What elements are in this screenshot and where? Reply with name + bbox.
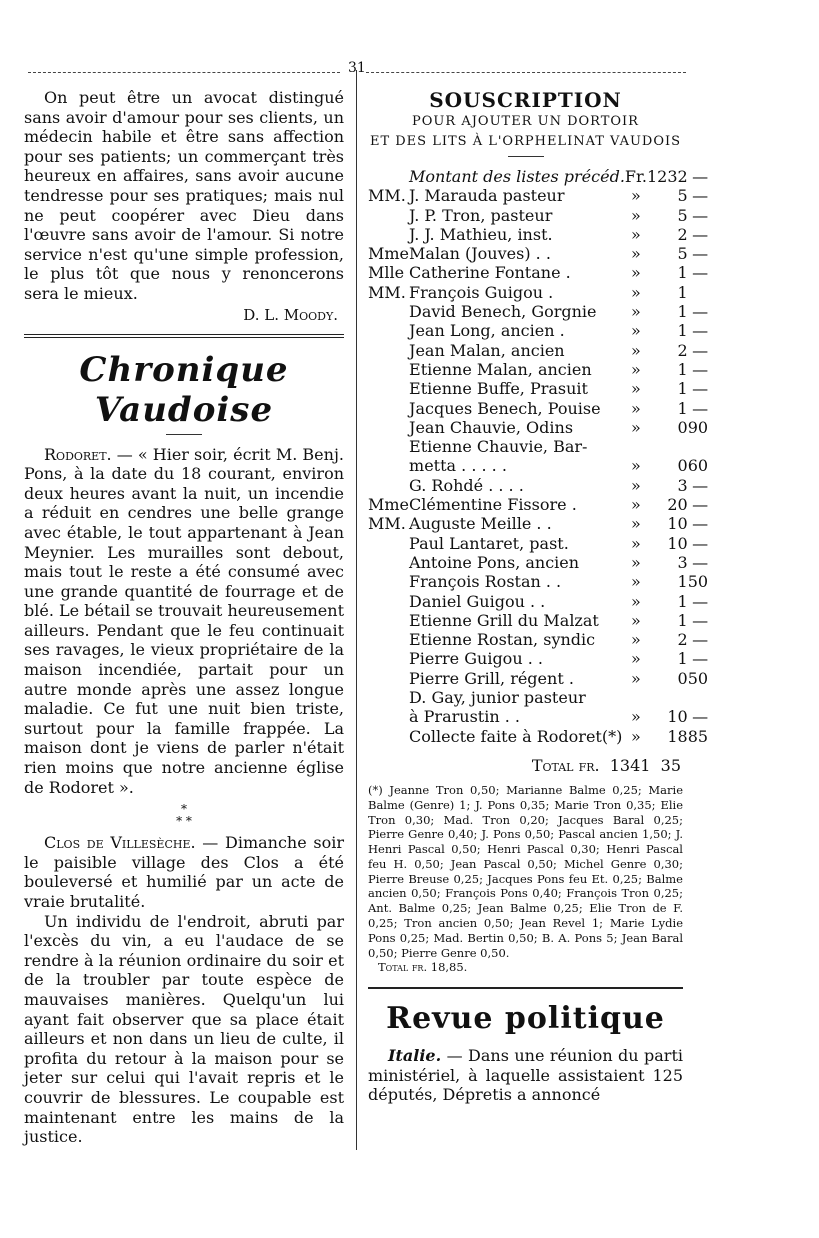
entry-quote: » — [631, 379, 641, 399]
subscription-row — [368, 302, 708, 321]
entry-prefix — [368, 611, 409, 630]
entry-name: François Rostan . . — [409, 572, 562, 592]
subscription-row — [368, 572, 708, 591]
entry-francs: 0 — [677, 417, 688, 437]
subscription-row — [368, 456, 708, 475]
entry-francs: 20 — [667, 495, 688, 515]
revue-politique-heading: Revue politique — [386, 1001, 665, 1037]
entry-prefix — [368, 534, 409, 553]
entry-centimes: — — [692, 321, 709, 341]
entry-name: Antoine Pons, ancien — [409, 552, 580, 572]
entry-name: Etienne Buffe, Prasuit — [409, 379, 588, 399]
entry-name: Catherine Fontane . — [409, 263, 571, 283]
entry-centimes: 85 — [687, 726, 709, 746]
rodoret-text: — « Hier soir, écrit M. Benj. Pons, à la date du 18 courant, environ deux heures avant la nuit, un incendie a réduit en cendres une belle grange avec étable, le tout appartenant à Jean Meynier. Les murailles sont debout, mais tout le reste a été consumé avec une grande quantité de fourrage et de blé. Le bétail se trouvait heureusement ailleurs. Pendant que le feu continuait ses ravages, le vieux propriétaire de la maison incendiée, partait pour un autre monde après une assez longue maladie. Ce fut une nuit bien triste, surtout pour la famille frappée. La maison dont je viens de parler n'était rien moins que notre ancienne église de Rodoret ». — [24, 444, 344, 797]
subscription-row — [368, 611, 708, 630]
entry-quote: » — [631, 591, 641, 611]
entry-prefix: MM. — [368, 282, 406, 302]
entry-quote: » — [631, 321, 641, 341]
entry-prefix — [368, 341, 409, 360]
subscription-row — [368, 649, 708, 668]
italie-paragraph — [368, 1046, 683, 1105]
entry-francs: 3 — [677, 475, 688, 495]
entry-quote: » — [631, 302, 641, 322]
entry-prefix: MM. — [368, 514, 406, 534]
entry-centimes: — — [692, 224, 709, 244]
entry-centimes: — — [692, 359, 709, 379]
entry-prefix: Mme — [368, 244, 410, 264]
subscription-row — [368, 167, 708, 186]
entry-name: François Guigou . — [409, 282, 554, 302]
entry-name: Jean Chauvie, Odins — [409, 417, 574, 437]
entry-prefix — [368, 669, 409, 688]
subscription-row — [368, 727, 708, 746]
entry-name: metta . . . . . — [409, 456, 507, 476]
entry-quote: » — [631, 244, 641, 264]
entry-quote: » — [631, 340, 641, 360]
heading-dash — [166, 434, 202, 435]
entry-quote: » — [631, 359, 641, 379]
entry-quote: » — [631, 205, 641, 225]
subscription-row — [368, 630, 708, 649]
souscription-subtitle-2: ET DES LITS À L'ORPHELINAT VAUDOIS — [369, 134, 682, 149]
header-rule-right — [366, 72, 686, 73]
total-francs: 1341 — [609, 755, 651, 775]
entry-francs — [647, 688, 688, 707]
entry-francs: 1 — [677, 263, 688, 283]
footnote-total: Total fr. 18,85. — [378, 960, 468, 975]
entry-francs: 5 — [677, 244, 688, 264]
entry-centimes: — — [692, 398, 709, 418]
entry-centimes: — — [692, 514, 709, 534]
entry-centimes: — — [692, 167, 709, 186]
entry-name: J. J. Mathieu, inst. — [409, 224, 553, 244]
entry-name: Jacques Benech, Pouise — [409, 398, 601, 418]
subscription-row — [368, 186, 708, 205]
entry-centimes: — — [692, 205, 709, 225]
entry-francs: 2 — [677, 630, 688, 650]
entry-name: Montant des listes précéd. — [409, 167, 625, 186]
entry-prefix — [368, 360, 409, 379]
entry-centimes — [688, 688, 708, 707]
entry-centimes: — — [692, 552, 709, 572]
subscription-row — [368, 707, 708, 726]
entry-name: D. Gay, junior pasteur — [409, 688, 586, 708]
subscription-row — [368, 495, 708, 514]
entry-name: à Prarustin . . — [409, 707, 520, 727]
entry-francs: 5 — [677, 205, 688, 225]
header-rule-left — [28, 72, 340, 73]
entry-francs: 10 — [667, 707, 688, 727]
entry-francs — [647, 437, 688, 456]
entry-prefix — [368, 688, 409, 707]
section-rule — [24, 334, 344, 338]
entry-quote: » — [631, 668, 641, 688]
entry-centimes: — — [692, 591, 709, 611]
entry-francs: 1 — [677, 321, 688, 341]
entry-centimes: 50 — [687, 572, 709, 592]
chronique-heading: Chronique Vaudoise — [79, 349, 289, 430]
entry-centimes: 60 — [687, 456, 709, 476]
entry-name: J. Marauda pasteur — [409, 186, 565, 206]
subscription-row — [368, 341, 708, 360]
entry-prefix — [368, 456, 409, 475]
entry-name: David Benech, Gorgnie — [409, 302, 597, 322]
entry-prefix — [368, 553, 409, 572]
entry-francs: 2 — [677, 340, 688, 360]
entry-quote: » — [631, 707, 641, 727]
entry-francs: 5 — [677, 186, 688, 206]
entry-prefix — [368, 206, 409, 225]
entry-quote: » — [631, 572, 641, 592]
entry-francs: 1 — [677, 398, 688, 418]
left-column — [24, 88, 344, 1147]
entry-prefix — [368, 167, 409, 186]
footnote: (*) Jeanne Tron 0,50; Marianne Balme 0,25; Marie Balme (Genre) 1; J. Pons 0,35; Marie Tron 0,35; Elie Tron 0,30; Mad. Tron 0,20; Jacques Baral 0,25; Pierre Genre 0,40; J. Pons 0,50; Pascal ancien 1,50; J. Henri Pascal 0,50; Henri Pascal 0,30; Henri Pascal feu H. 0,50; Jean Pascal 0,50; Michel Genre 0,30; Pierre Breuse 0,25; Jacques Pons feu Et. 0,25; Balme ancien 0,50; François Pons 0,40; François Tron 0,25; Ant. Balme 0,25; Jean Balme 0,25; Elie Tron de F. 0,25; Tron ancien 0,50; Jean Revel 1; Marie Lydie Pons 0,25; Mad. Bertin 0,50; B. A. Pons 5; Jean Baral 0,50; Pierre Genre 0,50. — [368, 782, 683, 960]
entry-centimes: — — [692, 630, 709, 650]
subscription-row — [368, 688, 708, 707]
subscription-row — [368, 321, 708, 340]
entry-quote: » — [631, 630, 641, 650]
entry-centimes: — — [692, 610, 709, 630]
entry-quote — [625, 688, 647, 707]
entry-centimes — [688, 283, 708, 302]
entry-name: Jean Malan, ancien — [409, 340, 565, 360]
entry-francs: 0 — [677, 456, 688, 476]
entry-centimes: — — [692, 707, 709, 727]
entry-francs: 18 — [667, 726, 688, 746]
entry-centimes: — — [692, 649, 709, 669]
subscription-row — [368, 514, 708, 533]
entry-centimes: — — [692, 475, 709, 495]
entry-centimes: 50 — [687, 668, 709, 688]
entry-name: Auguste Meille . . — [409, 514, 552, 534]
entry-prefix — [368, 302, 409, 321]
page-number: 31 — [348, 60, 366, 76]
column-divider — [356, 70, 357, 1150]
entry-quote: » — [631, 263, 641, 283]
section-rule-right — [368, 987, 683, 989]
entry-francs: 2 — [677, 224, 688, 244]
total-label: Total fr. — [531, 755, 600, 775]
entry-prefix — [368, 649, 409, 668]
subscription-row — [368, 206, 708, 225]
entry-quote: » — [631, 514, 641, 534]
entry-quote: » — [631, 282, 641, 302]
subscription-row — [368, 360, 708, 379]
entry-name: Collecte faite à Rodoret(*) — [409, 726, 623, 746]
entry-francs: 1 — [677, 610, 688, 630]
entry-name: Pierre Guigou . . — [409, 649, 543, 669]
title-dash — [508, 156, 544, 157]
entry-prefix — [368, 572, 409, 591]
entry-name: Etienne Grill du Malzat — [409, 610, 599, 630]
entry-name: Etienne Chauvie, Bar- — [409, 437, 588, 457]
entry-francs: 3 — [677, 552, 688, 572]
entry-centimes: — — [692, 302, 709, 322]
entry-francs: 1 — [677, 379, 688, 399]
entry-quote: » — [631, 533, 641, 553]
entry-prefix — [368, 225, 409, 244]
entry-quote: Fr. — [624, 167, 647, 186]
entry-francs: 10 — [667, 514, 688, 534]
entry-quote — [625, 437, 647, 456]
entry-prefix — [368, 630, 409, 649]
entry-name: G. Rohdé . . . . — [409, 475, 524, 495]
clos-paragraph — [24, 833, 344, 911]
italie-lead: Italie. — [388, 1046, 442, 1066]
subscription-row — [368, 437, 708, 456]
entry-name: Etienne Rostan, syndic — [409, 630, 596, 650]
entry-francs: 1 — [677, 572, 688, 592]
entry-quote: » — [631, 649, 641, 669]
entry-name: J. P. Tron, pasteur — [409, 205, 553, 225]
entry-prefix — [368, 727, 409, 746]
entry-prefix: Mlle — [368, 263, 405, 283]
entry-francs: 1 — [677, 302, 688, 322]
entry-name: Etienne Malan, ancien — [409, 359, 592, 379]
clos-lead: Clos de Villesèche. — [44, 833, 196, 853]
entry-quote: » — [631, 726, 641, 746]
subscription-row — [368, 592, 708, 611]
entry-prefix — [368, 418, 409, 437]
entry-francs: 0 — [677, 668, 688, 688]
moody-paragraph: On peut être un avocat distingué sans avoir d'amour pour ses clients, un médecin habile et être sans affection pour ses patients; un commerçant très heureux en affaires, sans avoir aucune tendresse pour ses pratiques; mais nul ne peut coopérer avec Dieu dans l'œuvre sans avoir de l'amour. Si notre service n'est qu'une simple profession, le plus tôt que nous y renoncerons sera le mieux. — [24, 88, 344, 303]
subscription-row — [368, 225, 708, 244]
subscription-row — [368, 244, 708, 263]
asterism: * * * — [176, 802, 192, 829]
entry-quote: » — [631, 475, 641, 495]
subscription-row — [368, 534, 708, 553]
rodoret-paragraph — [24, 445, 344, 798]
subscription-row — [368, 263, 708, 282]
souscription-title: SOUSCRIPTION — [429, 88, 622, 112]
entry-francs: 1 — [677, 591, 688, 611]
entry-prefix — [368, 592, 409, 611]
entry-francs: 1 — [677, 359, 688, 379]
entry-quote: » — [631, 398, 641, 418]
entry-prefix — [368, 399, 409, 418]
total-centimes: 35 — [660, 755, 681, 775]
entry-name: Pierre Grill, régent . — [409, 668, 574, 688]
subscription-row — [368, 283, 708, 302]
subscription-row — [368, 379, 708, 398]
clos-paragraph-2: Un individu de l'endroit, abruti par l'excès du vin, a eu l'audace de se rendre à la réunion ordinaire du soir et de la troubler par toute espèce de mauvaises manières. Quelqu'un lui ayant fait observer que sa place était ailleurs et non dans un lieu de culte, il profita du retour à la maison pour se jeter sur celui qui l'avait repris et le couvrir de blessures. Le coupable est maintenant entre les mains de la justice. — [24, 911, 344, 1147]
entry-quote: » — [631, 224, 641, 244]
entry-quote: » — [631, 186, 641, 206]
entry-name: Paul Lantaret, past. — [409, 533, 569, 553]
souscription-subtitle-1: POUR AJOUTER UN DORTOIR — [412, 114, 639, 129]
total-line — [368, 756, 683, 775]
subscription-row — [368, 399, 708, 418]
entry-name: Clémentine Fissore . — [409, 495, 577, 515]
entry-francs: 10 — [667, 533, 688, 553]
souscription-list — [368, 167, 708, 746]
entry-prefix: MM. — [368, 186, 406, 206]
rodoret-lead: Rodoret. — [44, 444, 112, 464]
entry-centimes — [688, 437, 708, 456]
entry-prefix — [368, 321, 409, 340]
entry-centimes: 90 — [687, 417, 709, 437]
entry-quote: » — [631, 417, 641, 437]
italie-text: — Dans une réunion du parti ministériel, à laquelle assistaient 125 députés, Dépretis a annoncé — [368, 1046, 683, 1105]
entry-prefix — [368, 476, 409, 495]
entry-quote: » — [631, 495, 641, 515]
entry-centimes: — — [692, 533, 709, 553]
entry-centimes: — — [692, 244, 709, 264]
entry-francs: 1 — [677, 649, 688, 669]
entry-centimes: — — [692, 379, 709, 399]
entry-prefix — [368, 437, 409, 456]
clos-text: — Dimanche soir le paisible village des Clos a été bouleversé et humilié par un acte de vraie brutalité. — [24, 833, 345, 911]
entry-name: Malan (Jouves) . . — [409, 244, 551, 264]
entry-quote: » — [631, 552, 641, 572]
subscription-row — [368, 669, 708, 688]
entry-centimes: — — [692, 340, 709, 360]
subscription-row — [368, 476, 708, 495]
entry-quote: » — [631, 456, 641, 476]
entry-quote: » — [631, 610, 641, 630]
entry-prefix — [368, 707, 409, 726]
subscription-row — [368, 553, 708, 572]
entry-centimes: — — [692, 263, 709, 283]
moody-signature: D. L. Moody. — [243, 305, 338, 324]
entry-prefix: Mme — [368, 495, 410, 515]
entry-prefix — [368, 379, 409, 398]
entry-name: Daniel Guigou . . — [409, 591, 546, 611]
entry-centimes: — — [692, 186, 709, 206]
right-column — [368, 88, 709, 1105]
subscription-row — [368, 418, 708, 437]
entry-francs: 1 — [677, 282, 688, 302]
entry-francs: 1232 — [646, 167, 688, 186]
entry-name: Jean Long, ancien . — [409, 321, 565, 341]
entry-centimes: — — [692, 495, 709, 515]
